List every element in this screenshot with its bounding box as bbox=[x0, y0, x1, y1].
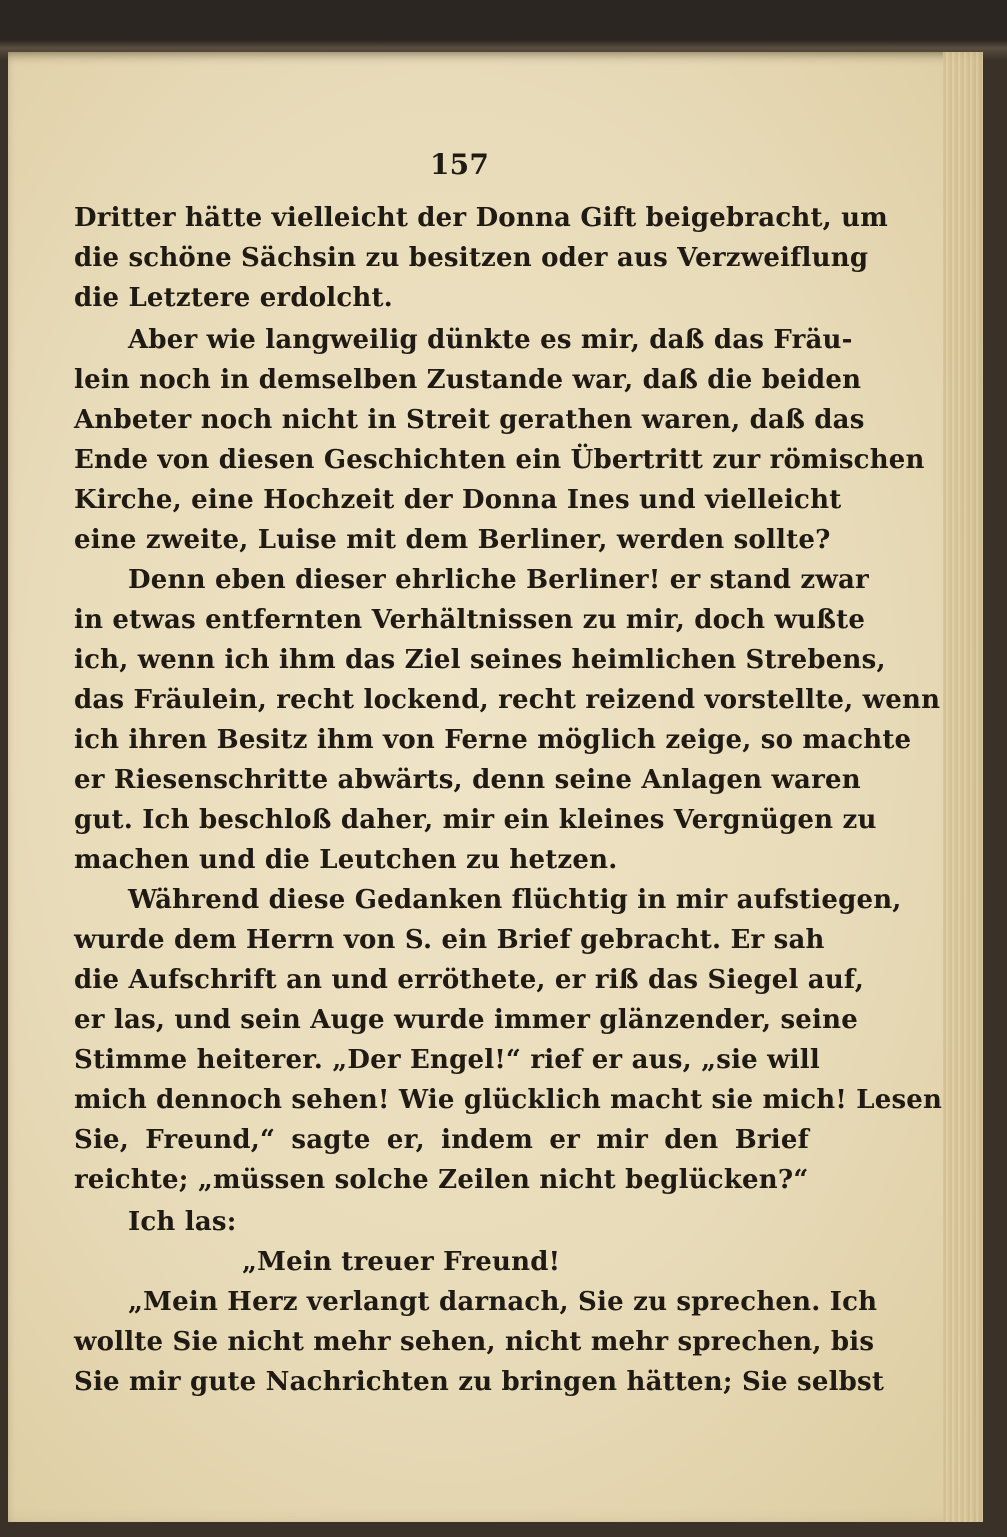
text-line: Dritter hätte vielleicht der Donna Gift beigebracht, um bbox=[74, 203, 888, 233]
text-line: Sie, Freund,“ sagte er, indem er mir den Brief bbox=[74, 1125, 809, 1155]
paragraph-start-line: Während diese Gedanken flüchtig in mir aufstiegen, bbox=[128, 885, 902, 915]
text-line: Kirche, eine Hochzeit der Donna Ines und vielleicht bbox=[74, 485, 842, 515]
text-line: ich, wenn ich ihm das Ziel seines heimlichen Strebens, bbox=[74, 645, 886, 675]
text-line: die Aufschrift an und erröthete, er riß das Siegel auf, bbox=[74, 965, 864, 995]
text-line: eine zweite, Luise mit dem Berliner, werden sollte? bbox=[74, 525, 831, 555]
text-line: wollte Sie nicht mehr sehen, nicht mehr sprechen, bis bbox=[74, 1327, 875, 1357]
text-line: Anbeter noch nicht in Streit gerathen waren, daß das bbox=[74, 405, 865, 435]
page-number: 157 bbox=[429, 148, 490, 181]
text-line: er Riesenschritte abwärts, denn seine Anlagen waren bbox=[74, 765, 861, 795]
paragraph-start-line: Aber wie langweilig dünkte es mir, daß das Fräu- bbox=[128, 325, 853, 355]
text-line: in etwas entfernten Verhältnissen zu mir, doch wußte bbox=[74, 605, 866, 635]
text-line: die Letztere erdolcht. bbox=[74, 283, 393, 313]
paragraph-start-line: Denn eben dieser ehrliche Berliner! er stand zwar bbox=[128, 565, 869, 595]
text-line: wurde dem Herrn von S. ein Brief gebracht. Er sah bbox=[74, 925, 825, 955]
text-line: machen und die Leutchen zu hetzen. bbox=[74, 845, 618, 875]
text-line: Ich las: bbox=[128, 1207, 237, 1237]
text-line: ich ihren Besitz ihm von Ferne möglich zeige, so machte bbox=[74, 725, 912, 755]
text-line: die schöne Sächsin zu besitzen oder aus Verzweiflung bbox=[74, 243, 869, 273]
page-edge-decoration bbox=[943, 52, 983, 1522]
text-line: lein noch in demselben Zustande war, daß die beiden bbox=[74, 365, 862, 395]
text-line: er las, und sein Auge wurde immer glänzender, seine bbox=[74, 1005, 858, 1035]
text-line: mich dennoch sehen! Wie glücklich macht sie mich! Lesen bbox=[74, 1085, 943, 1115]
text-line: das Fräulein, recht lockend, recht reizend vorstellte, wenn bbox=[74, 685, 941, 715]
book-page bbox=[8, 52, 983, 1522]
text-line: Sie mir gute Nachrichten zu bringen hätten; Sie selbst bbox=[74, 1367, 885, 1397]
text-line: reichte; „müssen solche Zeilen nicht beglücken?“ bbox=[74, 1165, 809, 1195]
text-line: gut. Ich beschloß daher, mir ein kleines Vergnügen zu bbox=[74, 805, 877, 835]
paragraph-start-line: „Mein Herz verlangt darnach, Sie zu sprechen. Ich bbox=[128, 1287, 878, 1317]
text-line: Stimme heiterer. „Der Engel!“ rief er aus, „sie will bbox=[74, 1045, 820, 1075]
letter-salutation: „Mein treuer Freund! bbox=[242, 1247, 561, 1277]
text-line: Ende von diesen Geschichten ein Übertritt zur römischen bbox=[74, 445, 925, 475]
